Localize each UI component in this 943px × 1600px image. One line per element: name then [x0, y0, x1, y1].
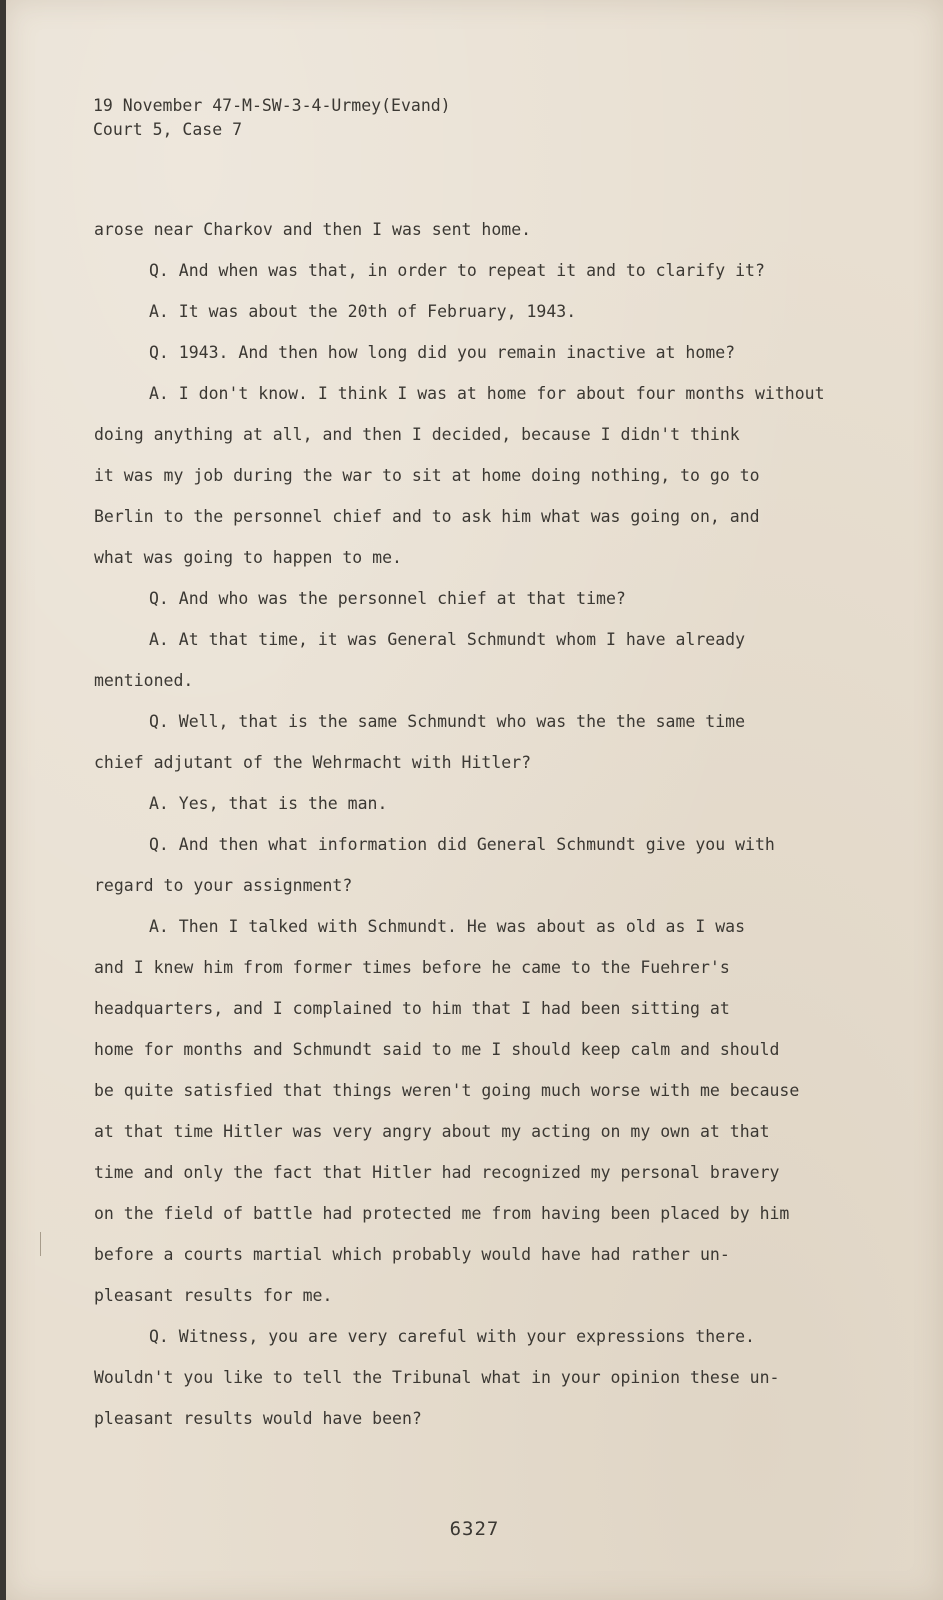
- text-line: headquarters, and I complained to him that I had been sitting at: [94, 999, 730, 1018]
- answer-line: A. At that time, it was General Schmundt whom I have already: [149, 630, 746, 649]
- text-line: and I knew him from former times before he came to the Fuehrer's: [94, 958, 730, 977]
- text-line: mentioned.: [94, 671, 194, 690]
- margin-mark: [40, 1232, 41, 1256]
- text-line: it was my job during the war to sit at home doing nothing, to go to: [94, 466, 760, 485]
- text-line: at that time Hitler was very angry about my acting on my own at that: [94, 1122, 770, 1141]
- text-line: regard to your assignment?: [94, 876, 353, 895]
- answer-line: A. Yes, that is the man.: [149, 794, 388, 813]
- text-line: arose near Charkov and then I was sent home.: [94, 220, 532, 239]
- question-line: Q. And then what information did General Schmundt give you with: [149, 835, 775, 854]
- text-line: chief adjutant of the Wehrmacht with Hitler?: [94, 753, 532, 772]
- question-line: Q. Well, that is the same Schmundt who was the the same time: [149, 712, 746, 731]
- answer-line: A. Then I talked with Schmundt. He was about as old as I was: [149, 917, 746, 936]
- text-line: Berlin to the personnel chief and to ask him what was going on, and: [94, 507, 760, 526]
- answer-line: A. It was about the 20th of February, 1943.: [149, 302, 577, 321]
- question-line: Q. And who was the personnel chief at that time?: [149, 589, 626, 608]
- text-line: Wouldn't you like to tell the Tribunal what in your opinion these un-: [94, 1368, 780, 1387]
- question-line: Q. 1943. And then how long did you remain inactive at home?: [149, 343, 736, 362]
- text-line: doing anything at all, and then I decided, because I didn't think: [94, 425, 740, 444]
- text-line: pleasant results for me.: [94, 1286, 333, 1305]
- document-header: [93, 94, 451, 142]
- text-line: pleasant results would have been?: [94, 1409, 422, 1428]
- text-line: on the field of battle had protected me from having been placed by him: [94, 1204, 790, 1223]
- document-page: [6, 0, 943, 1600]
- question-line: Q. Witness, you are very careful with your expressions there.: [149, 1327, 755, 1346]
- text-line: what was going to happen to me.: [94, 548, 402, 567]
- page-number: 6327: [449, 1518, 500, 1540]
- text-line: be quite satisfied that things weren't going much worse with me because: [94, 1081, 800, 1100]
- answer-line: A. I don't know. I think I was at home for about four months without: [149, 384, 825, 403]
- text-line: before a courts martial which probably would have had rather un-: [94, 1245, 730, 1264]
- text-line: home for months and Schmundt said to me I should keep calm and should: [94, 1040, 780, 1059]
- header-court-case: Court 5, Case 7: [93, 120, 243, 139]
- text-line: time and only the fact that Hitler had recognized my personal bravery: [94, 1163, 780, 1182]
- header-date-reference: 19 November 47-M-SW-3-4-Urmey(Evand): [93, 96, 451, 115]
- question-line: Q. And when was that, in order to repeat it and to clarify it?: [149, 261, 765, 280]
